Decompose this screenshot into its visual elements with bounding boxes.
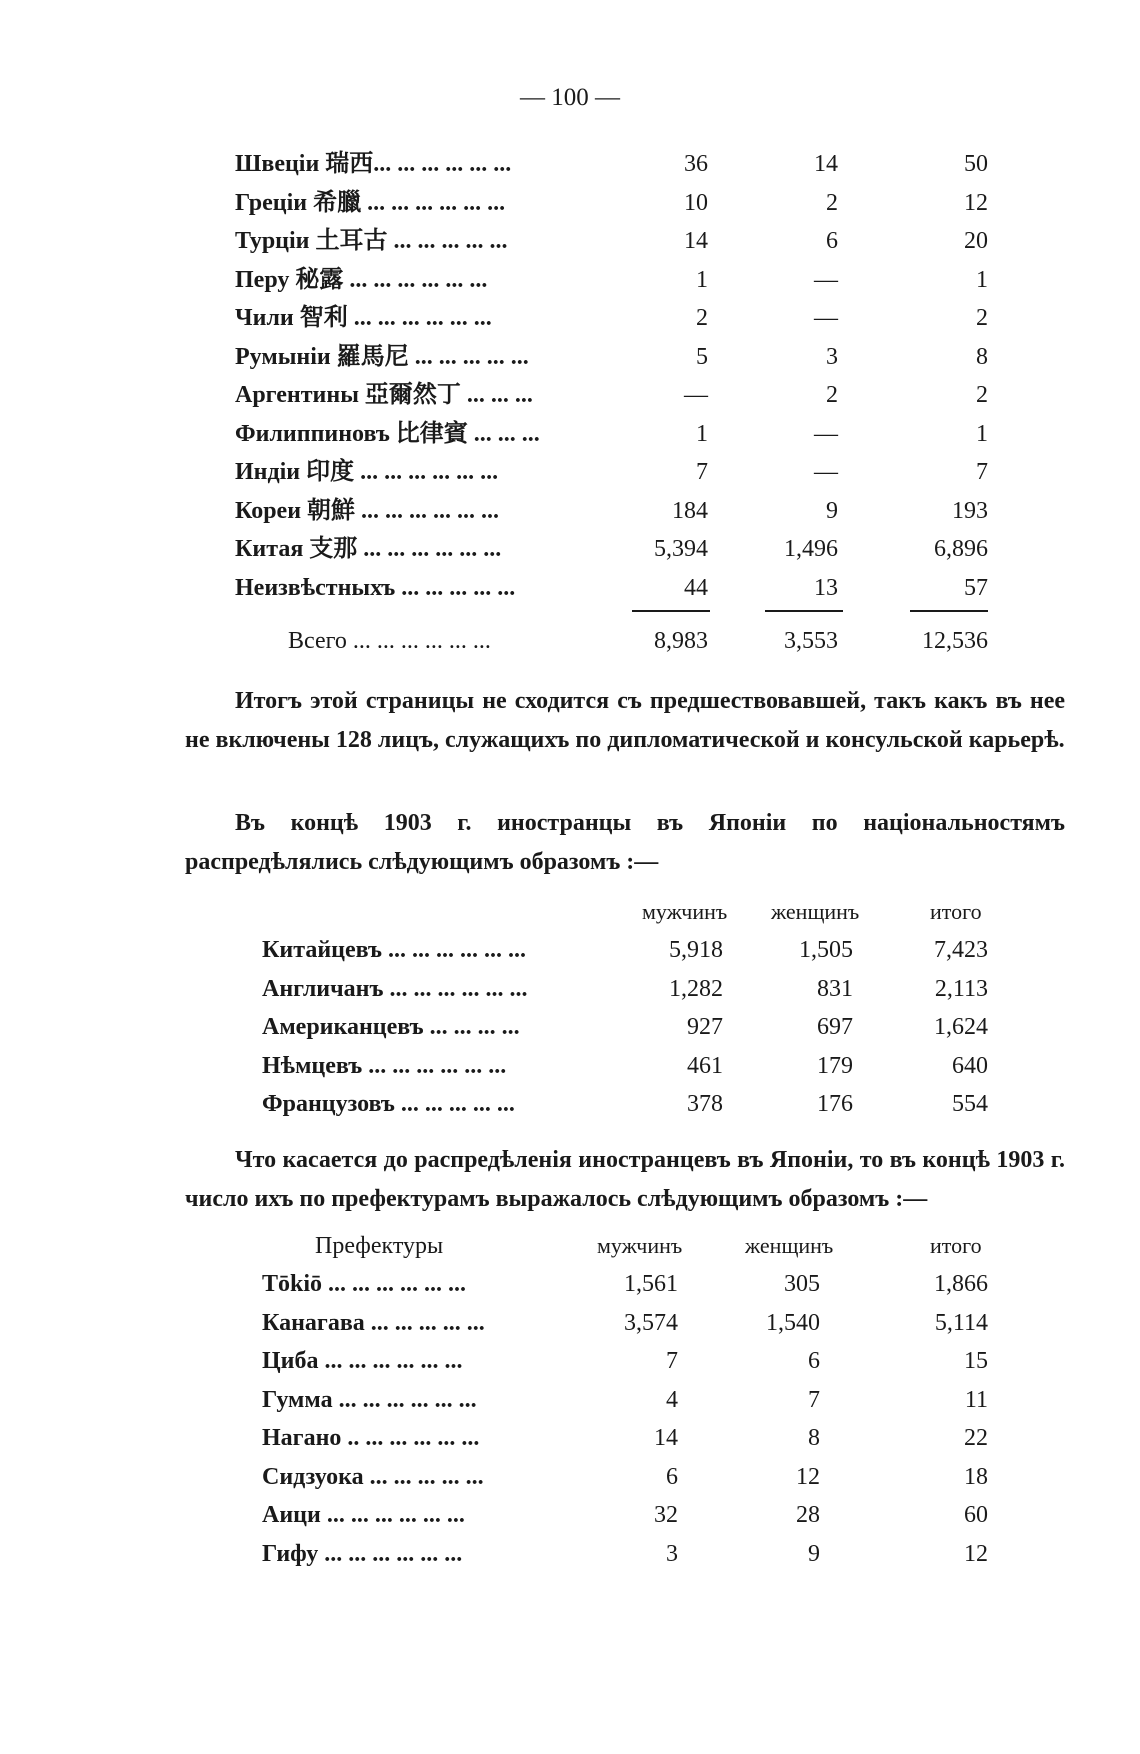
- total-value: 11: [964, 1386, 988, 1413]
- women-value: 305: [784, 1271, 820, 1297]
- note-paragraph: [185, 682, 1065, 759]
- men-value: 461: [687, 1052, 723, 1079]
- nationality-table: [0, 145, 1140, 654]
- women-value: 12: [796, 1463, 820, 1490]
- total-women: 3,553: [784, 628, 838, 654]
- row-label: Аргентины 亞爾然丁 ... ... ...: [235, 382, 533, 408]
- total-value: 2,113: [934, 975, 988, 1002]
- header-men: мужчинъ: [597, 1233, 683, 1258]
- men-value: 378: [687, 1091, 723, 1117]
- table-row: [0, 415, 1140, 454]
- men-value: 927: [687, 1014, 723, 1040]
- nationality-1903-table: [0, 893, 1140, 1124]
- women-value: 3: [826, 343, 838, 370]
- note-text: Итогъ этой страницы не сходится съ предшествовавшей, такъ какъ въ нее не включены 128 лицъ, служащихъ по дипломатической и консульской карьерѣ.: [185, 688, 1065, 753]
- table-header: [0, 1227, 1140, 1265]
- intro-paragraph-prefectures: [185, 1141, 1065, 1218]
- women-value: —: [814, 266, 838, 293]
- intro-text-nationalities: Въ концѣ 1903 г. иностранцы въ Японіи по національностямъ распредѣлялись слѣдующимъ образомъ :—: [185, 810, 1065, 875]
- table-row: [0, 1458, 1140, 1497]
- row-label: Греціи 希臘 ... ... ... ... ... ...: [235, 189, 506, 216]
- men-value: —: [684, 382, 708, 408]
- table-row: [0, 1085, 1140, 1124]
- men-value: 5,394: [654, 536, 708, 562]
- total-value: 8: [976, 343, 988, 370]
- men-value: 1,561: [624, 1271, 678, 1297]
- total-value: 640: [952, 1052, 988, 1079]
- row-label: Неизвѣстныхъ ... ... ... ... ...: [235, 574, 516, 601]
- total-value: 1,624: [934, 1014, 988, 1040]
- women-value: 831: [817, 975, 853, 1002]
- men-value: 44: [684, 574, 708, 601]
- total-value: 554: [952, 1091, 988, 1117]
- row-label: Американцевъ ... ... ... ...: [262, 1014, 520, 1040]
- total-value: 193: [952, 497, 988, 524]
- table-row: [0, 1419, 1140, 1458]
- total-value: 1: [976, 266, 988, 293]
- row-label: Кореи 朝鮮 ... ... ... ... ... ...: [235, 497, 500, 524]
- row-label: Китайцевъ ... ... ... ... ... ...: [262, 937, 526, 963]
- women-value: 13: [814, 574, 838, 601]
- row-label: Швеціи 瑞西... ... ... ... ... ...: [235, 151, 512, 177]
- row-label: Сидзуока ... ... ... ... ...: [262, 1463, 484, 1490]
- table-row: [0, 261, 1140, 300]
- header-total: итого: [930, 899, 982, 924]
- total-value: 7: [976, 459, 988, 485]
- table-row: [0, 184, 1140, 223]
- men-value: 6: [666, 1463, 678, 1490]
- women-value: 1,496: [784, 536, 838, 562]
- row-label: Индіи 印度 ... ... ... ... ... ...: [235, 459, 499, 485]
- total-row: [0, 622, 1140, 661]
- men-value: 14: [654, 1425, 678, 1451]
- women-value: —: [814, 459, 838, 485]
- table-row: [0, 1265, 1140, 1304]
- header-women: женщинъ: [745, 1233, 834, 1258]
- table-row: [0, 1342, 1140, 1381]
- women-value: 9: [826, 497, 838, 524]
- table-row: [0, 145, 1140, 184]
- total-all: 12,536: [922, 628, 988, 654]
- table-row: [0, 376, 1140, 415]
- women-value: 8: [808, 1425, 820, 1451]
- header-prefectures: Префектуры: [315, 1233, 444, 1259]
- total-men: 8,983: [654, 628, 708, 654]
- table-row: [0, 299, 1140, 338]
- men-value: 32: [654, 1502, 678, 1528]
- total-value: 22: [964, 1425, 988, 1451]
- women-value: 6: [826, 228, 838, 254]
- men-value: 7: [666, 1348, 678, 1374]
- row-label: Нагано .. ... ... ... ... ...: [262, 1425, 480, 1451]
- header-total: итого: [930, 1233, 982, 1258]
- row-label: Китая 支那 ... ... ... ... ... ...: [235, 536, 502, 562]
- women-value: 28: [796, 1502, 820, 1528]
- intro-text-prefectures: Что касается до распредѣленія иностранцевъ въ Японіи, то въ концѣ 1903 г. число ихъ по префектурамъ выражалось слѣдующимъ образомъ :—: [185, 1147, 1065, 1212]
- page-number: — 100 —: [520, 84, 620, 111]
- row-label: Румыніи 羅馬尼 ... ... ... ... ...: [235, 343, 529, 370]
- total-value: 50: [964, 151, 988, 177]
- total-value: 1,866: [934, 1271, 988, 1297]
- table-row: [0, 931, 1140, 970]
- table-row: [0, 222, 1140, 261]
- table-row: [0, 1304, 1140, 1343]
- men-value: 1: [696, 266, 708, 293]
- table-row: [0, 338, 1140, 377]
- row-label: Канагава ... ... ... ... ...: [262, 1309, 485, 1336]
- women-value: 176: [817, 1091, 853, 1117]
- table-row: [0, 530, 1140, 569]
- row-label: Нѣмцевъ ... ... ... ... ... ...: [262, 1052, 507, 1079]
- table-row: [0, 970, 1140, 1009]
- men-value: 5,918: [669, 937, 723, 963]
- men-value: 1,282: [669, 975, 723, 1002]
- women-value: 2: [826, 189, 838, 216]
- women-value: 6: [808, 1348, 820, 1374]
- women-value: 9: [808, 1540, 820, 1567]
- intro-paragraph-nationalities: [185, 804, 1065, 881]
- sum-rule-men: [632, 610, 710, 612]
- table-row: [0, 1535, 1140, 1574]
- women-value: 2: [826, 382, 838, 408]
- women-value: 1,505: [799, 937, 853, 963]
- row-label: Турціи 土耳古 ... ... ... ... ...: [235, 228, 508, 254]
- prefecture-table: [0, 1227, 1140, 1573]
- header-women: женщинъ: [771, 899, 860, 924]
- row-label: Филиппиновъ 比律賓 ... ... ...: [235, 420, 540, 447]
- women-value: 697: [817, 1014, 853, 1040]
- total-value: 1: [976, 420, 988, 447]
- total-value: 6,896: [934, 536, 988, 562]
- total-value: 7,423: [934, 937, 988, 963]
- table-row: [0, 492, 1140, 531]
- men-value: 184: [672, 497, 708, 524]
- table-row: [0, 1496, 1140, 1535]
- total-value: 12: [964, 1540, 988, 1567]
- total-value: 57: [964, 574, 988, 601]
- men-value: 3: [666, 1540, 678, 1567]
- men-value: 4: [666, 1386, 678, 1413]
- total-label: Всего ... ... ... ... ... ...: [288, 628, 491, 654]
- row-label: Чили 智利 ... ... ... ... ... ...: [235, 305, 492, 331]
- women-value: 179: [817, 1052, 853, 1079]
- men-value: 2: [696, 305, 708, 331]
- women-value: 14: [814, 151, 838, 177]
- total-value: 20: [964, 228, 988, 254]
- women-value: —: [814, 305, 838, 331]
- row-label: Англичанъ ... ... ... ... ... ...: [262, 975, 528, 1002]
- row-label: Французовъ ... ... ... ... ...: [262, 1091, 515, 1117]
- men-value: 36: [684, 151, 708, 177]
- row-label: Аици ... ... ... ... ... ...: [262, 1502, 465, 1528]
- total-value: 2: [976, 382, 988, 408]
- total-value: 2: [976, 305, 988, 331]
- men-value: 5: [696, 343, 708, 370]
- total-value: 60: [964, 1502, 988, 1528]
- total-value: 18: [964, 1463, 988, 1490]
- table-row: [0, 1047, 1140, 1086]
- men-value: 7: [696, 459, 708, 485]
- total-value: 15: [964, 1348, 988, 1374]
- row-label: Циба ... ... ... ... ... ...: [262, 1348, 463, 1374]
- table-row: [0, 1381, 1140, 1420]
- women-value: —: [814, 420, 838, 447]
- table-row: [0, 569, 1140, 608]
- men-value: 3,574: [624, 1309, 678, 1336]
- row-label: Гумма ... ... ... ... ... ...: [262, 1386, 477, 1413]
- men-value: 10: [684, 189, 708, 216]
- row-label: Гифу ... ... ... ... ... ...: [262, 1540, 463, 1567]
- sum-rule-women: [765, 610, 843, 612]
- women-value: 7: [808, 1386, 820, 1413]
- men-value: 14: [684, 228, 708, 254]
- row-label: Tōkiō ... ... ... ... ... ...: [262, 1271, 467, 1297]
- row-label: Перу 秘露 ... ... ... ... ... ...: [235, 266, 488, 293]
- table-header: [0, 893, 1140, 931]
- table-row: [0, 453, 1140, 492]
- header-men: мужчинъ: [642, 899, 728, 924]
- total-value: 12: [964, 189, 988, 216]
- men-value: 1: [696, 420, 708, 447]
- total-value: 5,114: [934, 1309, 988, 1336]
- table-row: [0, 1008, 1140, 1047]
- sum-rule-total: [910, 610, 988, 612]
- women-value: 1,540: [766, 1309, 820, 1336]
